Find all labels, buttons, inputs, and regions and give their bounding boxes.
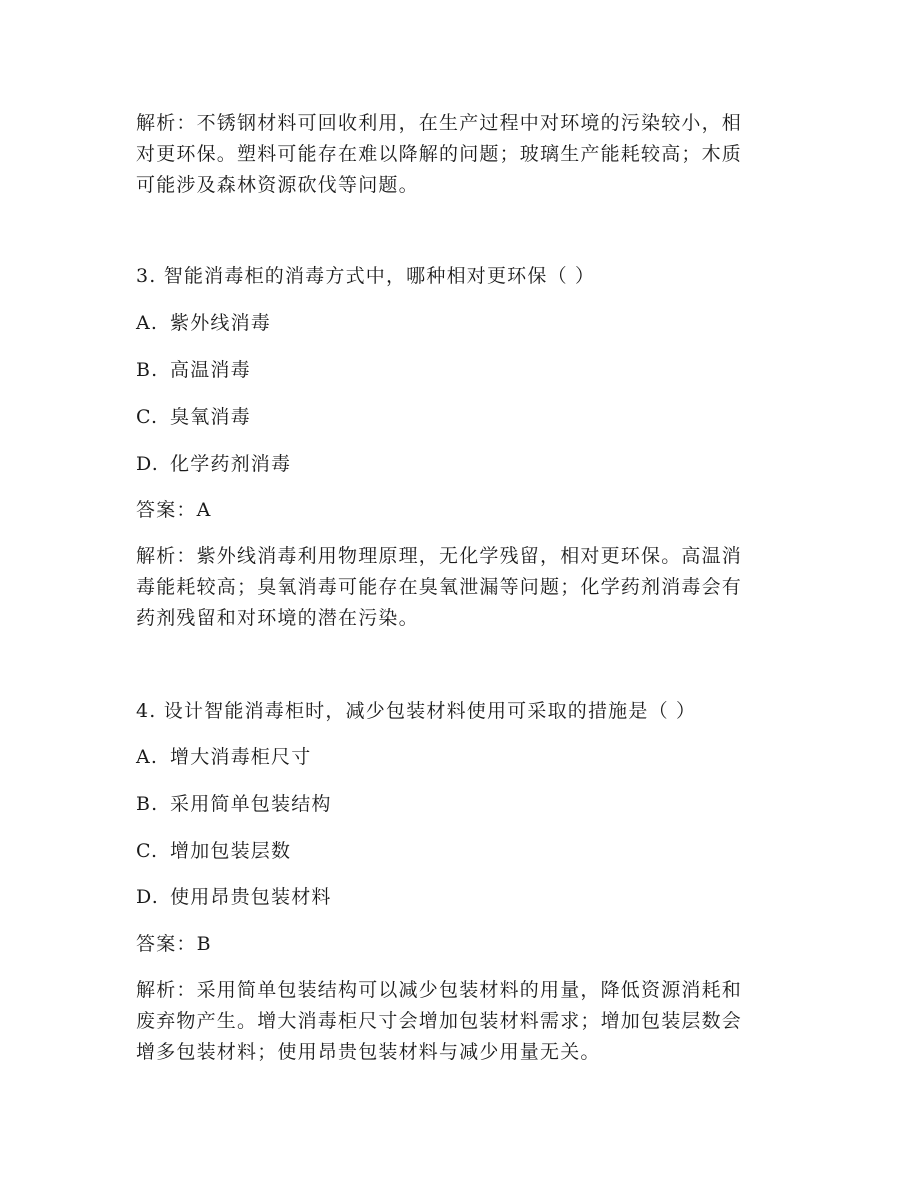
option-letter: C. [136, 406, 159, 428]
q3-option-a [136, 308, 271, 339]
option-text: 增大消毒柜尺寸 [170, 746, 312, 768]
q3-option-c [136, 402, 251, 433]
option-text: 增加包装层数 [170, 840, 292, 862]
option-text: 高温消毒 [170, 359, 251, 381]
option-letter: A. [136, 746, 159, 768]
option-text: 化学药剂消毒 [170, 453, 292, 475]
q4-answer: 答案：B [136, 933, 212, 955]
option-letter: B. [136, 793, 159, 815]
option-text: 使用昂贵包装材料 [170, 886, 332, 908]
q3-answer: 答案：A [136, 499, 212, 521]
q4-analysis-line: 废弃物产生。增大消毒柜尺寸会增加包装材料需求；增加包装层数会 [136, 1010, 743, 1032]
option-letter: D. [136, 886, 159, 908]
q3-analysis-line: 解析：紫外线消毒利用物理原理，无化学残留，相对更环保。高温消 [136, 545, 743, 567]
q4-option-c [136, 836, 291, 867]
option-letter: B. [136, 359, 159, 381]
q4-analysis [136, 975, 776, 1068]
option-text: 紫外线消毒 [170, 312, 272, 334]
q3-analysis-line: 药剂残留和对环境的潜在污染。 [136, 607, 419, 629]
q3-option-d [136, 449, 291, 480]
q4-option-a [136, 742, 311, 773]
q3-analysis [136, 541, 776, 634]
option-text: 采用简单包装结构 [170, 793, 332, 815]
q2-analysis-line: 可能涉及森林资源砍伐等问题。 [136, 174, 419, 196]
option-letter: C. [136, 840, 159, 862]
q3-analysis-line: 毒能耗较高；臭氧消毒可能存在臭氧泄漏等问题；化学药剂消毒会有 [136, 576, 743, 598]
q2-analysis [136, 108, 776, 201]
q4-option-b [136, 789, 332, 820]
option-letter: A. [136, 312, 159, 334]
q3-option-b [136, 355, 251, 386]
q4-analysis-line: 增多包装材料；使用昂贵包装材料与减少用量无关。 [136, 1041, 601, 1063]
q3-stem: 3. 智能消毒柜的消毒方式中，哪种相对更环保（ ） [136, 265, 596, 287]
q4-option-d [136, 882, 332, 913]
q4-stem: 4. 设计智能消毒柜时，减少包装材料使用可采取的措施是（ ） [136, 700, 697, 722]
q2-analysis-line: 解析：不锈钢材料可回收利用，在生产过程中对环境的污染较小，相 [136, 112, 743, 134]
option-letter: D. [136, 453, 159, 475]
q4-analysis-line: 解析：采用简单包装结构可以减少包装材料的用量，降低资源消耗和 [136, 979, 743, 1001]
option-text: 臭氧消毒 [170, 406, 251, 428]
q2-analysis-line: 对更环保。塑料可能存在难以降解的问题；玻璃生产能耗较高；木质 [136, 143, 743, 165]
